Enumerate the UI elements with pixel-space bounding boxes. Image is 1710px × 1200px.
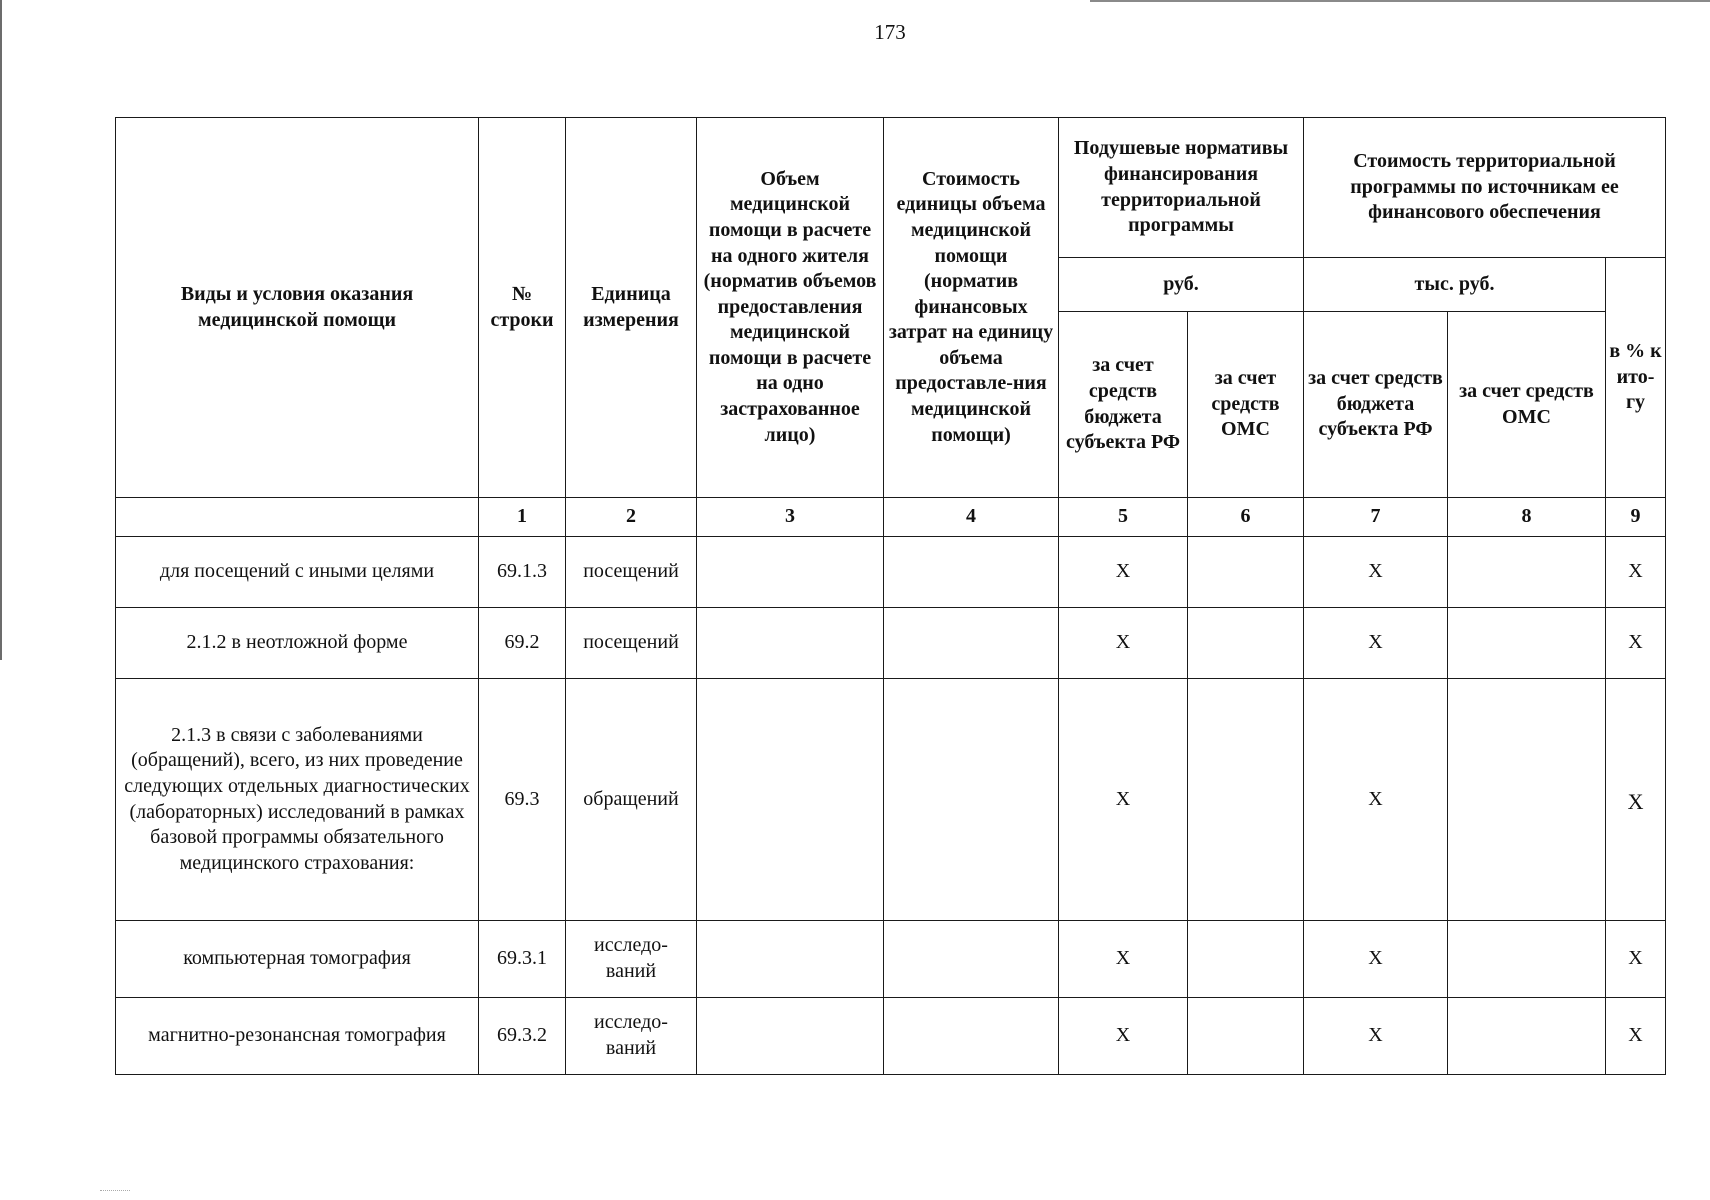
row-name: 2.1.3 в связи с заболеваниями (обращений), всего, из них проведение следующих отдельных диагностических (лабораторных) исследований в рамках базовой программы обязательного медицинского страхования: [116, 679, 479, 921]
row-name: компьютерная томография [116, 921, 479, 998]
header-row-no: № строки [479, 118, 566, 498]
row-col5: X [1059, 537, 1188, 608]
row-col5: X [1059, 998, 1188, 1075]
row-col9: X [1606, 921, 1666, 998]
row-unit: посещений [566, 608, 697, 679]
col-number [116, 498, 479, 537]
header-cost: Стоимость единицы объема медицинской помощи (норматив финансовых затрат на единицу объема предоставле-ния медицинской помощи) [884, 118, 1059, 498]
table-row [116, 998, 1666, 1075]
row-number: 69.2 [479, 608, 566, 679]
row-col9: X [1606, 608, 1666, 679]
header-unit-thousand-rub: тыс. руб. [1304, 258, 1606, 312]
row-col7: X [1304, 679, 1448, 921]
row-volume [697, 921, 884, 998]
row-col9: X [1606, 537, 1666, 608]
row-col5: X [1059, 608, 1188, 679]
header-oms: за счет средств ОМС [1188, 312, 1304, 498]
row-col9: X [1606, 998, 1666, 1075]
row-col5: X [1059, 679, 1188, 921]
row-col6 [1188, 608, 1304, 679]
col-number: 6 [1188, 498, 1304, 537]
row-col9: X [1606, 679, 1666, 921]
row-col8 [1448, 679, 1606, 921]
row-volume [697, 679, 884, 921]
table-row [116, 679, 1666, 921]
col-number: 5 [1059, 498, 1188, 537]
col-number: 9 [1606, 498, 1666, 537]
row-unit: исследо-ваний [566, 998, 697, 1075]
scan-artifact [100, 1190, 130, 1192]
header-unit: Единица измерения [566, 118, 697, 498]
header-budget-rf: за счет средств бюджета субъекта РФ [1059, 312, 1188, 498]
scan-edge-left [0, 0, 2, 660]
col-number: 8 [1448, 498, 1606, 537]
col-number: 4 [884, 498, 1059, 537]
row-number: 69.1.3 [479, 537, 566, 608]
row-col5: X [1059, 921, 1188, 998]
header-per-capita: Подушевые нормативы финансирования территориальной программы [1059, 118, 1304, 258]
row-col6 [1188, 537, 1304, 608]
row-col7: X [1304, 921, 1448, 998]
row-name: магнитно-резонансная томография [116, 998, 479, 1075]
financing-table [115, 117, 1666, 1075]
table-row [116, 921, 1666, 998]
row-number: 69.3 [479, 679, 566, 921]
row-col8 [1448, 998, 1606, 1075]
row-col7: X [1304, 608, 1448, 679]
header-percent: в % к ито-гу [1606, 258, 1666, 498]
col-number: 3 [697, 498, 884, 537]
row-col8 [1448, 608, 1606, 679]
row-cost [884, 679, 1059, 921]
page-number: 173 [874, 20, 906, 44]
row-cost [884, 537, 1059, 608]
row-col8 [1448, 921, 1606, 998]
row-cost [884, 608, 1059, 679]
row-volume [697, 537, 884, 608]
row-col8 [1448, 537, 1606, 608]
header-volume: Объем медицинской помощи в расчете на одного жителя (норматив объемов предоставления медицинской помощи в расчете на одно застрахованное лицо) [697, 118, 884, 498]
row-col7: X [1304, 998, 1448, 1075]
row-col6 [1188, 921, 1304, 998]
row-volume [697, 998, 884, 1075]
col-number: 7 [1304, 498, 1448, 537]
row-unit: посещений [566, 537, 697, 608]
col-number: 1 [479, 498, 566, 537]
row-name: для посещений с иными целями [116, 537, 479, 608]
table-row [116, 537, 1666, 608]
row-volume [697, 608, 884, 679]
header-unit-rub: руб. [1059, 258, 1304, 312]
row-name: 2.1.2 в неотложной форме [116, 608, 479, 679]
header-oms-2: за счет средств ОМС [1448, 312, 1606, 498]
row-number: 69.3.1 [479, 921, 566, 998]
row-cost [884, 998, 1059, 1075]
table-row [116, 608, 1666, 679]
row-unit: обращений [566, 679, 697, 921]
row-number: 69.3.2 [479, 998, 566, 1075]
row-col7: X [1304, 537, 1448, 608]
header-kind: Виды и условия оказания медицинской помощи [116, 118, 479, 498]
row-col6 [1188, 998, 1304, 1075]
column-number-row [116, 498, 1666, 537]
scan-edge-top [1090, 0, 1710, 2]
col-number: 2 [566, 498, 697, 537]
row-cost [884, 921, 1059, 998]
header-cost-by-source: Стоимость территориальной программы по источникам ее финансового обеспечения [1304, 118, 1666, 258]
row-unit: исследо-ваний [566, 921, 697, 998]
header-budget-rf-2: за счет средств бюджета субъекта РФ [1304, 312, 1448, 498]
row-col6 [1188, 679, 1304, 921]
